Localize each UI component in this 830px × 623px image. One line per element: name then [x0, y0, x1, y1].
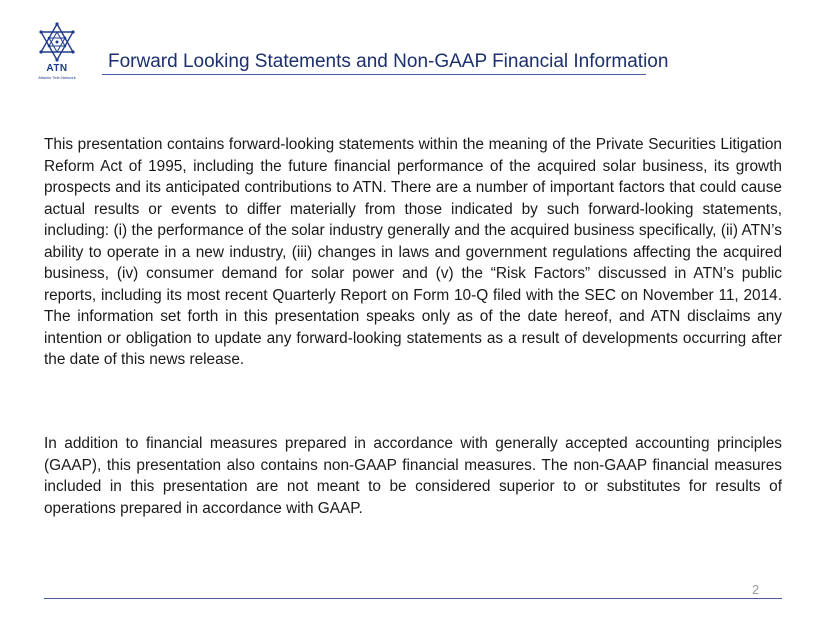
logo-tagline: Atlantic Tele-Network — [38, 75, 76, 80]
atn-logo — [34, 22, 80, 84]
forward-looking-paragraph: This presentation contains forward-looking statements within the meaning of the Private Securities Litigation Reform Act of 1995, including the future financial performance of the acquired solar business, its growth prospects and its anticipated contributions to ATN. There are a number of important factors that could cause actual results or events to differ materially from those indicated by such forward-looking statements, including: (i) the performance of the solar industry generally and the acquired business specifically, (ii) ATN’s ability to operate in a new industry, (iii) changes in laws and government regulations affecting the acquired business, (iv) consumer demand for solar power and (v) the “Risk Factors” discussed in ATN’s public reports, including its most recent Quarterly Report on Form 10-Q filed with the SEC on November 11, 2014. The information set forth in this presentation speaks only as of the date hereof, and ATN disclaims any intention or obligation to update any forward-looking statements as a result of developments occurring after the date of this news release. — [44, 136, 782, 368]
slide-title: Forward Looking Statements and Non-GAAP Financial Information — [108, 51, 669, 72]
page-number: 2 — [752, 582, 760, 597]
non-gaap-paragraph: In addition to financial measures prepared in accordance with generally accepted accounting principles (GAAP), this presentation also contains non-GAAP financial measures. The non-GAAP financial measures included in this presentation are not meant to be considered superior to or substitutes for results of operations prepared in accordance with GAAP. — [44, 435, 782, 517]
footer-divider — [44, 598, 782, 599]
logo-wordmark: ATN — [46, 63, 68, 74]
star-lattice-icon — [34, 22, 80, 62]
title-underline — [102, 74, 646, 75]
